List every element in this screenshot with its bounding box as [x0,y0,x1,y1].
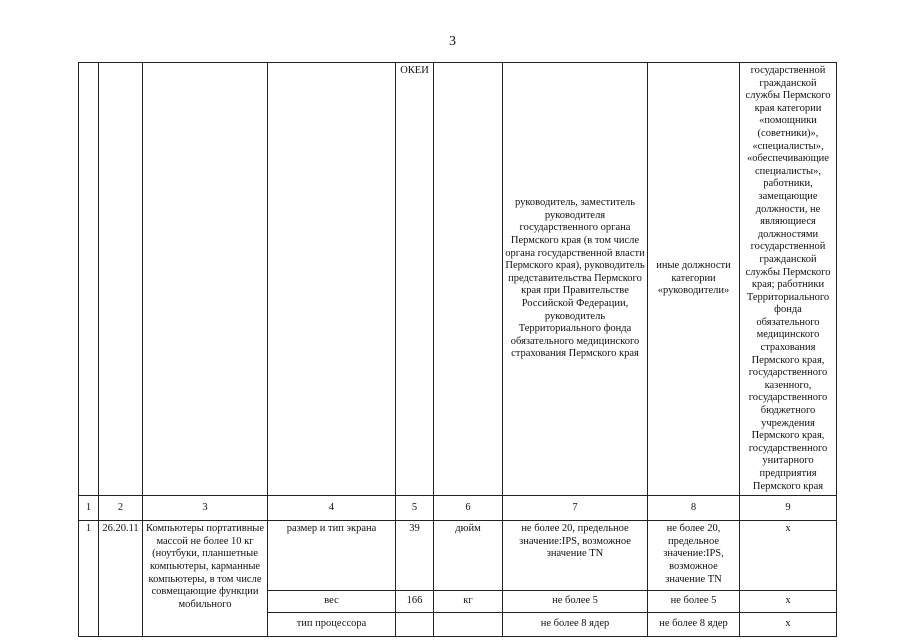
header-cell-4 [268,63,396,496]
column-number: 5 [396,496,434,521]
header-cell-okei [396,63,434,496]
value-col9: х [740,591,837,613]
header-cell-2 [99,63,143,496]
value-col8: не более 5 [648,591,740,613]
column-number: 6 [434,496,503,521]
value-col7: не более 8 ядер [503,613,648,637]
value-col7: не более 20, предельное значение:IPS, возможное значение TN [503,521,648,591]
col9-header-text: государственной гражданской службы Пермского края категории «помощники (советники)», «специалисты», «обеспечивающие специалисты», работники, замещающие должности, не являющиеся должностями государственной гражданской службы Пермского края; работники Территориального фонда обязательного медицинского страхования Пермского края, государственного казенного, государственного бюджетного учреждения Пермского края, государственного унитарного предприятия Пермского края [745,65,831,492]
page-number: 3 [449,34,456,49]
column-number: 1 [79,496,99,521]
value-col9: х [740,521,837,591]
okei-label: ОКЕИ [400,65,429,76]
characteristic-name: тип процессора [268,613,396,637]
col8-header-text: иные должности категории «руководители» [656,260,731,297]
okei-code: 39 [396,521,434,591]
column-number: 2 [99,496,143,521]
column-number-row [79,496,837,521]
header-cell-3 [143,63,268,496]
unit-name [434,613,503,637]
column-number: 4 [268,496,396,521]
header-cell-6 [434,63,503,496]
column-number: 7 [503,496,648,521]
characteristic-name: вес [268,591,396,613]
value-col9: х [740,613,837,637]
header-cell-1 [79,63,99,496]
column-number: 9 [740,496,837,521]
requirements-table [78,62,837,637]
header-cell-8 [648,63,740,496]
row-number: 1 [79,521,99,637]
column-number: 3 [143,496,268,521]
unit-name: кг [434,591,503,613]
value-col7: не более 5 [503,591,648,613]
okpd-code: 26.20.11 [99,521,143,637]
table-row [79,521,837,591]
okei-code: 166 [396,591,434,613]
value-col8: не более 20, предельное значение:IPS, возможное значение TN [648,521,740,591]
value-col8: не более 8 ядер [648,613,740,637]
column-number: 8 [648,496,740,521]
header-cell-9 [740,63,837,496]
okei-code [396,613,434,637]
item-name: Компьютеры портативные массой не более 10 кг (ноутбуки, планшетные компьютеры, карманные компьютеры, в том числе совмещающие функции мобильного [143,521,268,637]
unit-name: дюйм [434,521,503,591]
col7-header-text: руководитель, заместитель руководителя государственного органа Пермского края (в том числе органа государственной власти Пермского края), руководитель представительства Пермского края при Правительстве Российской Федерации, руководитель Территориального фонда обязательного медицинского страхования Пермского края [505,197,645,360]
header-cell-7 [503,63,648,496]
header-row [79,63,837,496]
characteristic-name: размер и тип экрана [268,521,396,591]
